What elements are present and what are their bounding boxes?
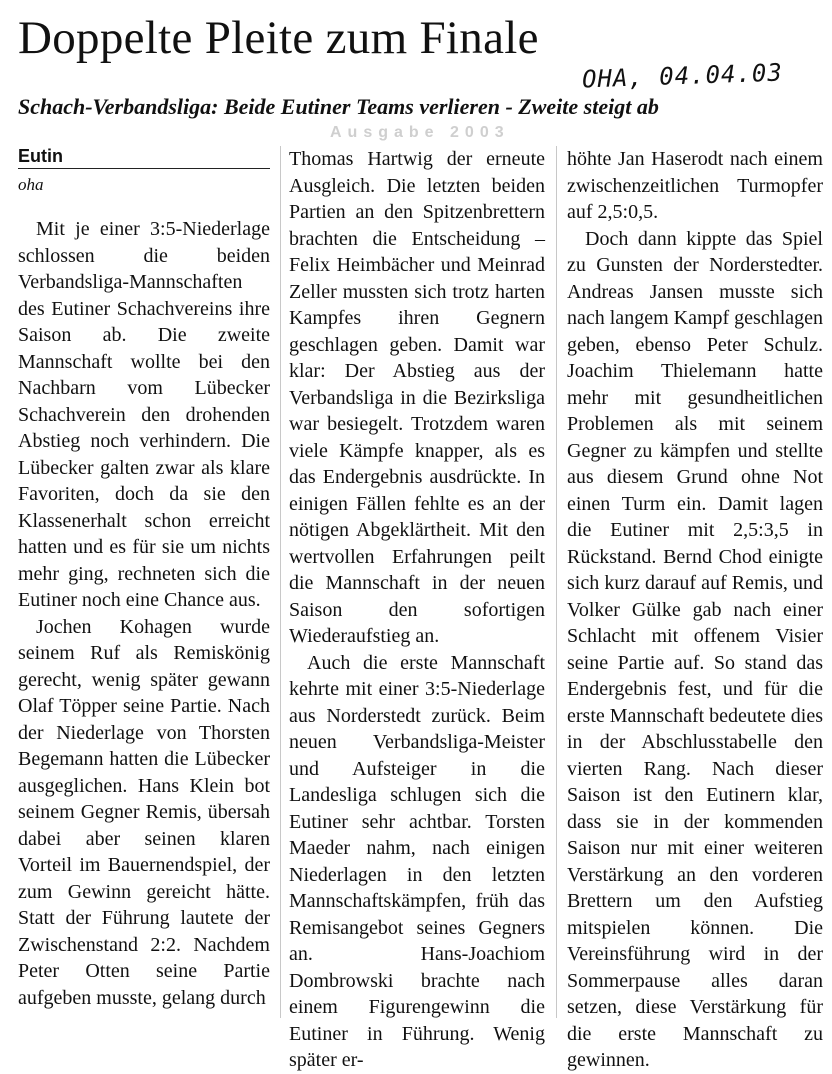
bleed-through-text: Ausgabe 2003 bbox=[330, 124, 510, 141]
paragraph: Jochen Kohagen wurde seinem Ruf als Remiskönig gerecht, wenig später gewann Olaf Töpper seine Partie. Nach der Niederlage von Thorsten Begemann hatten die Lübecker ausgeglichen. Hans Klein bot seinem Gegner Remis, übersah dabei aber seinen klaren Vorteil im Bauernendspiel, der zum Gewinn gereicht hätte. Statt der Führung lautete der Zwischenstand 2:2. Nachdem Peter Otten seine Partie aufgeben musste, gelang durch bbox=[18, 615, 270, 1009]
author-byline: oha bbox=[18, 175, 44, 194]
headline: Doppelte Pleite zum Finale bbox=[18, 12, 539, 64]
article-column-2 bbox=[289, 146, 545, 1074]
paragraph: Thomas Hartwig der erneute Ausgleich. Die letzten beiden Partien an den Spitzenbrettern brachten die Entscheidung – Felix Heimbächer und Meinrad Zeller mussten sich trotz harten Kampfes ihren Gegnern geschlagen geben. Damit war klar: Der Abstieg aus der Verbandsliga in die Bezirksliga war besiegelt. Trotzdem waren viele Kämpfe knapper, als es das Endergebnis ausdrückte. In einigen Fällen fehlte es an der nötigen Abgeklärtheit. Mit den wertvollen Erfahrungen peilt die Mannschaft in der neuen Saison den sofortigen Wiederaufstieg an. bbox=[289, 148, 545, 647]
handwritten-date-note: OHA, 04.04.03 bbox=[581, 58, 784, 94]
column-divider bbox=[280, 146, 281, 1018]
article-column-1 bbox=[18, 216, 270, 1011]
article-column-3 bbox=[567, 146, 823, 1074]
dateline: Eutin bbox=[18, 144, 270, 169]
subheadline: Schach-Verbandsliga: Beide Eutiner Teams verlieren - Zweite steigt ab bbox=[18, 94, 659, 119]
paragraph: Doch dann kippte das Spiel zu Gunsten der Norderstedter. Andreas Jansen musste sich nach langem Kampf geschlagen geben, ebenso Peter Schulz. Joachim Thielemann hatte mehr mit gesundheitlichen Problemen als mit seinem Gegner zu kämpfen und stellte aus diesem Grund ohne Not einen Turm ein. Damit lagen die Eutiner mit 2,5:3,5 in Rückstand. Bernd Chod einigte sich kurz darauf auf Remis, und Volker Gülke gab nach einer Schlacht mit offenem Visier seine Partie auf. So stand das Endergebnis fest, und für die erste Mannschaft bedeutete dies in der Abschlusstabelle den vierten Rang. Nach dieser Saison ist den Eutinern klar, dass sie in der kommenden Saison nur mit einer weiteren Verstärkung an den vorderen Brettern um den Aufstieg mitspielen können. Die Vereinsführung wird in der Sommerpause alles daran setzen, diese Verstärkung für die erste Mannschaft zu gewinnen. bbox=[567, 227, 824, 1071]
paragraph: höhte Jan Haserodt nach einem zwischenzeitlichen Turmopfer auf 2,5:0,5. bbox=[567, 148, 823, 223]
column-divider bbox=[556, 146, 557, 1018]
paragraph: Auch die erste Mannschaft kehrte mit einer 3:5-Niederlage aus Norderstedt zurück. Beim neuen Verbandsliga-Meister und Aufsteiger in die Landesliga schlugen sich die Eutiner sehr achtbar. Torsten Maeder nahm, nach einigen Niederlagen in den letzten Mannschaftskämpfen, früh das Remisangebot seines Gegners an. Hans-Joachiom Dombrowski brachte nach einem Figurengewinn die Eutiner in Führung. Wenig später er- bbox=[289, 651, 545, 1071]
paragraph: Mit je einer 3:5-Niederlage schlossen die beiden Verbandsliga-Mannschaften des Eutiner Schachvereins ihre Saison ab. Die zweite Mannschaft wollte bei den Nachbarn vom Lübecker Schachverein den drohenden Abstieg noch verhindern. Die Lübecker galten zwar als klare Favoriten, doch da sie den Klassenerhalt schon erreicht hatten und es für sie um nichts mehr ging, rechneten sich die Eutiner noch eine Chance aus. bbox=[18, 218, 270, 611]
